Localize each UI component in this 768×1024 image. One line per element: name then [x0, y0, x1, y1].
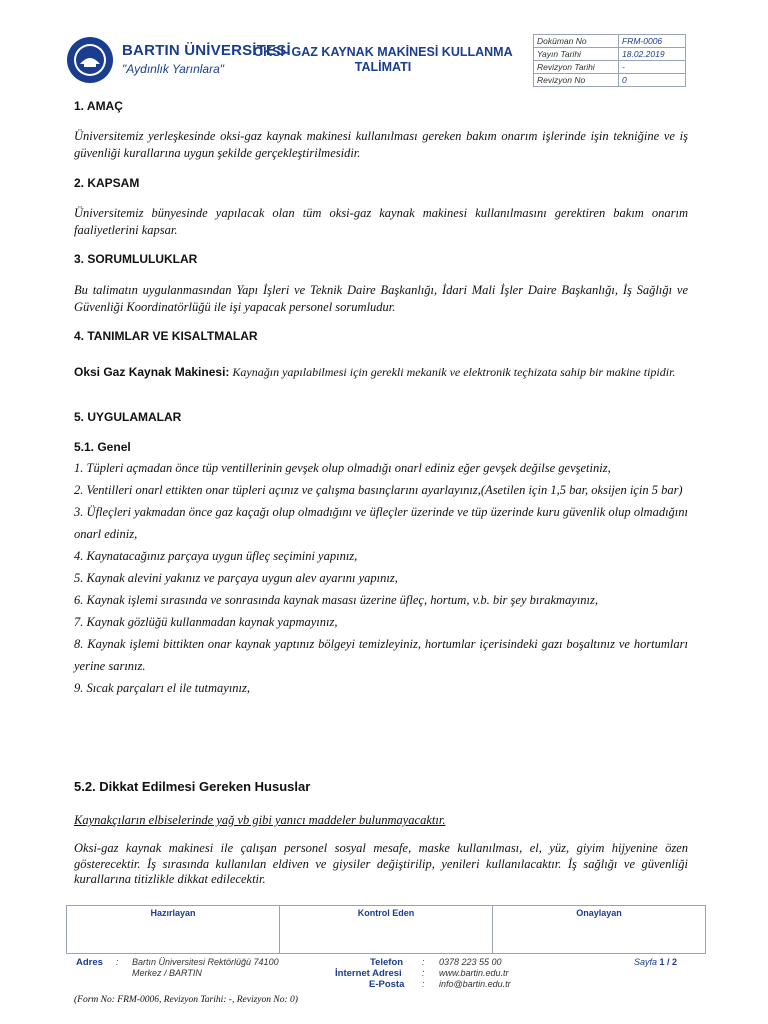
list-item: 8. Kaynak işlemi bittikten onar kaynak yaptınız bölgeyi temizleyiniz, hortumlar içerisindeki gazı boşaltınız ve hortumları yerine sarınız. [74, 637, 688, 673]
signature-prepared: Hazırlayan [67, 906, 280, 954]
section-1-title: 1. AMAÇ [74, 99, 123, 113]
footer-separator: : [422, 979, 425, 989]
list-item: 9. Sıcak parçaları el ile tutmayınız, [74, 681, 251, 695]
footer-separator: : [422, 957, 425, 967]
meta-row [534, 74, 686, 87]
section-5-2-underlined-text: Kaynakçıların elbiselerinde yağ vb gibi yanıcı maddeler bulunmayacaktır. [74, 813, 446, 827]
section-3-title: 3. SORUMLULUKLAR [74, 252, 198, 266]
university-motto: "Aydınlık Yarınlara" [122, 62, 225, 76]
section-2-text: Üniversitemiz bünyesinde yapılacak olan tüm oksi-gaz kaynak makinesi kullanılmasını gerektiren bakım onarım faaliyetlerini kapsar. [74, 206, 688, 237]
footer-phone: 0378 223 55 00 [439, 957, 502, 967]
section-5-1-list [74, 457, 688, 699]
footer-address-label: Adres [76, 957, 103, 968]
meta-key: Doküman No [534, 35, 619, 48]
footer-separator: : [116, 957, 119, 967]
list-item: 1. Tüpleri açmadan önce tüp ventillerinin gevşek olup olmadığı onarl ediniz eğer gevşek değilse gevşetiniz, [74, 461, 611, 475]
meta-key: Yayın Tarihi [534, 48, 619, 61]
list-item: 6. Kaynak işlemi sırasında ve sonrasında kaynak masası üzerine üfleç, hortum, v.b. bir şey bırakmayınız, [74, 593, 599, 607]
title-line-2: TALİMATI [354, 60, 412, 74]
signature-table [66, 905, 706, 954]
university-logo [66, 36, 114, 84]
footer-email-link[interactable]: info@bartin.edu.tr [439, 979, 511, 989]
page-value: 1 / 2 [659, 957, 678, 967]
section-4-definition [74, 365, 688, 380]
footer-web-link[interactable]: www.bartin.edu.tr [439, 968, 509, 978]
meta-key: Revizyon No [534, 74, 619, 87]
section-2-title: 2. KAPSAM [74, 176, 140, 190]
section-3-text: Bu talimatın uygulanmasından Yapı İşleri ve Teknik Daire Başkanlığı, İdari Mali İşler Daire Başkanlığı, İş Sağlığı ve Güvenliği Koordinatörlüğü ile işi yapacak personel sorumludur. [74, 283, 688, 314]
section-5-1-title: 5.1. Genel [74, 440, 131, 454]
document-meta-table [533, 34, 686, 87]
university-name: BARTIN ÜNİVERSİTESİ [122, 42, 291, 59]
signature-approved: Onaylayan [493, 906, 706, 954]
list-item: 4. Kaynatacağınız parçaya uygun üfleç seçimini yapınız, [74, 549, 358, 563]
meta-row [534, 35, 686, 48]
definition-term: Oksi Gaz Kaynak Makinesi: [74, 365, 230, 379]
list-item: 7. Kaynak gözlüğü kullanmadan kaynak yapmayınız, [74, 615, 338, 629]
list-item: 2. Ventilleri onarl ettikten onar tüpleri açınız ve çalışma basınçlarını ayarlayınız,(Asetilen için 1,5 bar, oksijen için 5 bar) [74, 483, 683, 497]
list-item: 5. Kaynak alevini yakınız ve parçaya uygun alev ayarını yapınız, [74, 571, 398, 585]
title-line-1: OKSİ- GAZ KAYNAK MAKİNESİ KULLANMA [253, 45, 513, 59]
meta-value: - [619, 61, 686, 74]
list-item: 3. Üfleçleri yakmadan önce gaz kaçağı olup olmadığını ve üfleçler üzerinde ve tüp üzerinde kuru güvenlik olup olmadığını onarl ediniz, [74, 505, 688, 541]
meta-row [534, 48, 686, 61]
footer-separator: : [422, 968, 425, 978]
footer-address-line-2: Merkez / BARTIN [132, 968, 202, 978]
page-label: Sayfa [634, 957, 658, 967]
footer-email-label: E-Posta [369, 979, 405, 990]
document-title [238, 45, 528, 75]
meta-value: 18.02.2019 [619, 48, 686, 61]
page-number [634, 957, 677, 967]
section-5-2-text: Oksi-gaz kaynak makinesi ile çalışan personel sosyal mesafe, maske kullanılması, el, yüz, giyim hijyenine özen gösterecektir. İş sırasında kullanılan eldiven ve giysiler değiştirilip, yenileri kullanılacaktır. İş sağlığı ve güvenliği kurallarına titizlikle dikkat edilecektir. [74, 841, 688, 886]
meta-key: Revizyon Tarihi [534, 61, 619, 74]
footer-address-line-1: Bartın Üniversitesi Rektörlüğü 74100 [132, 957, 279, 967]
form-number: (Form No: FRM-0006, Revizyon Tarihi: -, Revizyon No: 0) [74, 995, 298, 1005]
signature-controlled: Kontrol Eden [280, 906, 493, 954]
section-4-title: 4. TANIMLAR VE KISALTMALAR [74, 329, 258, 343]
section-5-2-title: 5.2. Dikkat Edilmesi Gereken Hususlar [74, 779, 311, 794]
footer-phone-label: Telefon [370, 957, 404, 968]
section-5-title: 5. UYGULAMALAR [74, 410, 182, 424]
footer-web-label: İnternet Adresi [335, 968, 402, 979]
meta-value: 0 [619, 74, 686, 87]
section-1-text: Üniversitemiz yerleşkesinde oksi-gaz kaynak makinesi kullanılması gereken bakım onarım işlerinde işin tekniğine ve iş güvenliği kurallarına uygun şekilde gerçekleştirilmesidir. [74, 129, 688, 160]
meta-value: FRM-0006 [619, 35, 686, 48]
meta-row [534, 61, 686, 74]
definition-text: Kaynağın yapılabilmesi için gerekli mekanik ve elektronik teçhizata sahip bir makine tipidir. [229, 365, 676, 379]
